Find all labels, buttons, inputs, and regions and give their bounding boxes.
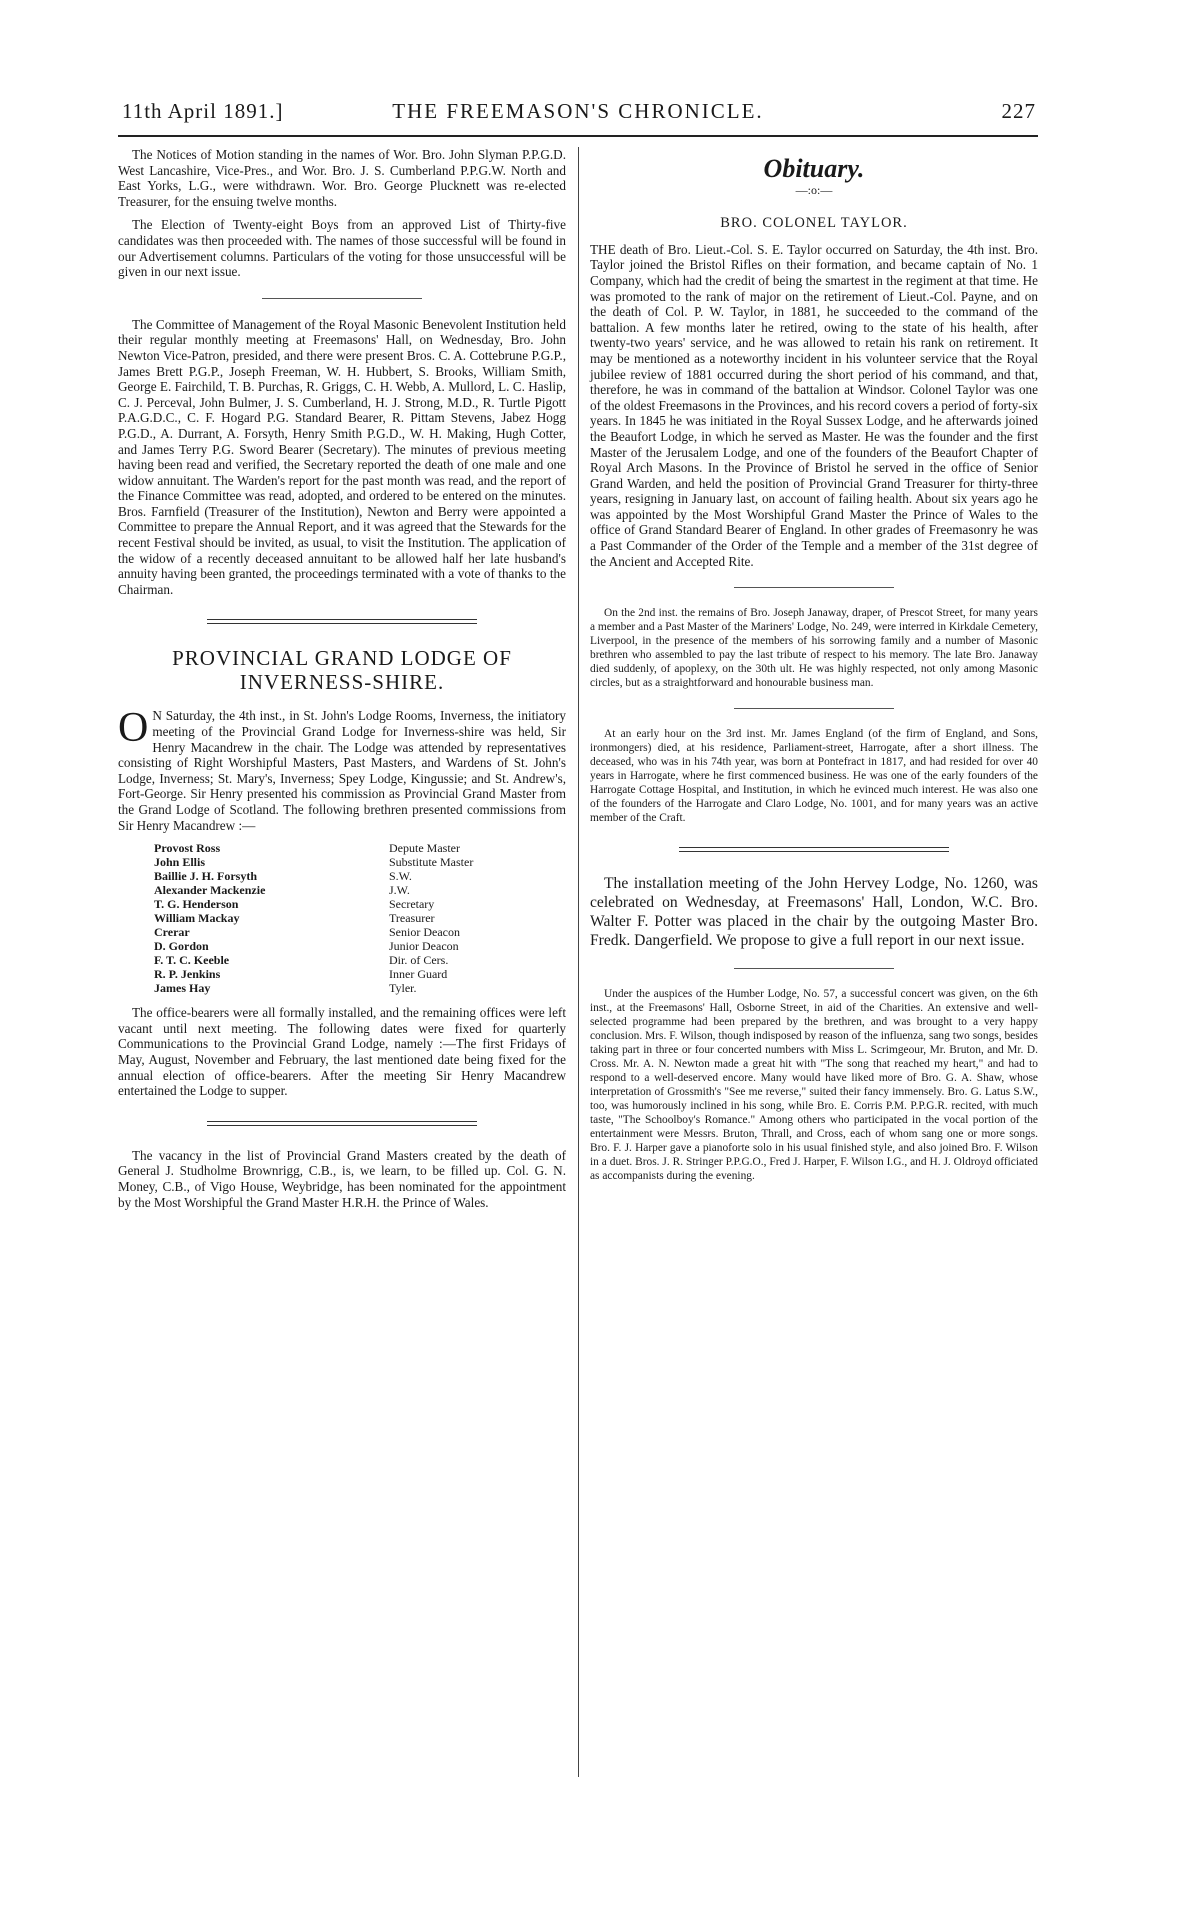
officer-name: Baillie J. H. Forsyth [154,869,257,884]
page-header [118,95,1038,137]
left-column [118,147,566,1218]
provincial-lodge-heading: PROVINCIAL GRAND LODGE OF INVERNESS-SHIRE. [172,646,512,695]
officer-name: D. Gordon [154,939,209,954]
obituary-subheading: BRO. COLONEL TAYLOR. [720,215,908,232]
england-obituary: At an early hour on the 3rd inst. Mr. James England (of the firm of England, and Sons, ironmongers) died, at his residence, Parliament-street, Harrogate, after a short illness. The deceased, who was in his 74th year, was born at Pontefract in 1817, and had resided for over 40 years in Harrogate, where he first commenced business. He was one of the early founders of the Harrogate Cottage Hospital, and Institution, in which he evinced much interest. He was also one of the founders of the Harrogate and Claro Lodge, No. 1001, and for many years was an active member of the Craft. [590,728,1038,825]
publication-title: THE FREEMASON'S CHRONICLE. [392,99,764,123]
committee-meeting-paragraph: The Committee of Management of the Royal Masonic Benevolent Institution held their regular monthly meeting at Freemasons' Hall, on Wednesday, Bro. John Newton Vice-Patron, presided, and there were present Bros. C. A. Cottebrune P.G.P., James Brett P.G.P., Joseph Freeman, W. H. Hubbert, S. Brooks, William Smith, George E. Fairchild, T. B. Purchas, R. Griggs, C. H. Webb, A. Mullord, L. C. Haslip, C. J. Perceval, John Bulmer, J. S. Cumberland, H. J. Strong, M.D., R. Turtle Pigott P.A.G.D.C., C. F. Hogard P.G. Standard Bearer, R. Pittam Stevens, Jabez Hogg P.G.D., A. Durrant, A. Forsyth, Henry Smith P.G.D., W. H. Making, Hugh Cotter, and James Terry P.G. Sword Bearer (Secretary). The minutes of previous meeting having been read and verified, the Secretary reported the death of one male and one widow annuitant. The Warden's report for the past month was read, and the report of the Finance Committee was read, adopted, and ordered to be entered on the minutes. Bros. Farnfield (Treasurer of the Institution), Newton and Berry were appointed a Committee to prepare the Annual Report, and it was agreed that the Stewards for the recent Festival should be invited, as usual, to visit the Institution. The application of the widow of a recently deceased annuitant to be allowed half her late husband's annuity having been granted, the proceedings terminated with a vote of thanks to the Chairman. [118,316,566,597]
inverness-meeting-text: N Saturday, the 4th inst., in St. John's Lodge Rooms, Inverness, the initiatory meeting of the Provincial Grand Lodge for Inverness-shire was held, Sir Henry Macandrew in the chair. The Lodge was attended by representatives consisting of Right Worshipful Masters, Past Masters, and Wardens of St. John's Lodge, Inverness; St. Mary's, Inverness; Spey Lodge, Kingussie; and St. Andrew's, Fort-George. Sir Henry presented his commission as Provincial Grand Master from the Grand Lodge of Scotland. The following brethren presented commissions from Sir Henry Macandrew :— [118,708,566,833]
inverness-meeting-paragraph [118,705,566,833]
officer-name: Crerar [154,925,190,940]
officer-name: F. T. C. Keeble [154,953,230,968]
drop-cap: O [118,705,149,752]
ornament: —:o:— [795,182,833,197]
officer-office: Inner Guard [389,967,448,982]
installation-meeting-paragraph: The installation meeting of the John Hervey Lodge, No. 1260, was celebrated on Wednesday, at Freemasons' Hall, London, W.C. Bro. Walter F. Potter was placed in the chair by the outgoing Master Bro. Fredk. Dangerfield. We propose to give a full report in our next issue. [590,875,1038,950]
officers-list [154,841,566,995]
officer-name: Provost Ross [154,841,221,856]
officer-name: Alexander Mackenzie [154,883,266,898]
officer-office: Dir. of Cers. [389,953,449,968]
officer-name: James Hay [154,981,211,996]
issue-date: 11th April 1891.] [122,99,284,123]
vacancy-paragraph: The vacancy in the list of Provincial Grand Masters created by the death of General J. Studholme Brownrigg, C.B., is, we learn, to be filled up. Col. G. N. Money, C.B., of Vigo House, Weybridge, has been nominated for the appointment by the Most Worshipful the Grand Master H.R.H. the Prince of Wales. [118,1147,566,1210]
double-rule-separator [207,1121,477,1126]
officer-name: William Mackay [154,911,240,926]
newspaper-page [118,95,1038,1895]
right-column [590,147,1038,1191]
officer-office: Secretary [389,897,435,912]
double-rule-separator [679,847,949,852]
officer-office: Substitute Master [389,855,474,870]
obituary-heading: Obituary. [763,154,865,183]
officer-office: J.W. [389,883,410,898]
officer-office: Treasurer [389,911,435,926]
notices-of-motion-paragraph: The Notices of Motion standing in the names of Wor. Bro. John Slyman P.P.G.D. West Lancashire, Vice-Pres., and Wor. Bro. J. S. Cumberland P.P.G.W. North and East Yorks, L.G., were withdrawn. Wor. Bro. George Plucknett was re-elected Treasurer, for the ensuing twelve months. [118,147,566,209]
officer-name: John Ellis [154,855,206,870]
officer-name: T. G. Henderson [154,897,239,912]
officer-office: S.W. [389,869,412,884]
section-separator [734,968,894,969]
office-bearers-paragraph: The office-bearers were all formally installed, and the remaining offices were left vacant until next meeting. The following dates were fixed for quarterly Communications to the Provincial Grand Lodge, namely :—The first Fridays of May, August, November and February, the last mentioned date being fixed for the annual election of office-bearers. After the meeting Sir Henry Macandrew entertained the Lodge to supper. [118,1005,566,1099]
officer-office: Tyler. [389,981,417,996]
officer-office: Depute Master [389,841,460,856]
section-separator [734,708,894,709]
officer-office: Senior Deacon [389,925,460,940]
officer-name: R. P. Jenkins [154,967,221,982]
officer-office: Junior Deacon [389,939,459,954]
colonel-taylor-obituary: THE death of Bro. Lieut.-Col. S. E. Taylor occurred on Saturday, the 4th inst. Bro. Taylor joined the Bristol Rifles on their formation, and became captain of No. 1 Company, which had the credit of being the smartest in the regiment at that time. He was promoted to the rank of major on the retirement of Lieut.-Col. Payne, and on the death of Col. P. W. Taylor, in 1881, he succeeded to the command of the battalion. A few months later he retired, owing to the state of his health, after twenty-two years' service, and he was allowed to retain his rank on retirement. It may be mentioned as a noteworthy incident in his volunteer service that the Royal jubilee review of 1881 occurred during the short period of his command, and that, therefore, he was in command of the battalion at Windsor. Colonel Taylor was one of the oldest Freemasons in the Provinces, and his record covers a period of forty-six years. In 1845 he was initiated in the Royal Sussex Lodge, and he afterwards joined the Beaufort Lodge, in which he served as Master. He was the founder and the first Master of the Jerusalem Lodge, and one of the founders of the Beaufort Chapter of Royal Arch Masons. In the Province of Bristol he served in the office of Senior Grand Warden, and held the position of Provincial Grand Treasurer for thirty-three years, resigning in January last, on account of failing health. About six years ago he was appointed by the Most Worshipful Grand Master the Prince of Wales to the office of Grand Standard Bearer of England. In other grades of Freemasonry he was a Past Commander of the Order of the Temple and a member of the 31st degree of the Ancient and Accepted Rite. [590,241,1038,569]
double-rule-separator [207,619,477,624]
page-number: 227 [1001,99,1036,123]
janaway-obituary: On the 2nd inst. the remains of Bro. Joseph Janaway, draper, of Prescot Street, for many years a member and a Past Master of the Mariners' Lodge, No. 249, were interred in Kirkdale Cemetery, Liverpool, in the presence of the members of his sorrowing family and a number of Masonic brethren who assembled to pay the last tribute of respect to his memory. The late Bro. Janaway died suddenly, of apoplexy, on the 30th ult. He was highly respected, not only among Masonic circles, but as a straightforward and honourable business man. [590,607,1038,690]
humber-lodge-concert-paragraph: Under the auspices of the Humber Lodge, No. 57, a successful concert was given, on the 6th inst., at the Freemasons' Hall, Osborne Street, in aid of the Charities. An extensive and well-selected programme had been prepared by the brethren, and was brought to a very happy conclusion. Mrs. F. Wilson, though indisposed by reason of the influenza, sang two songs, besides taking part in three or four concerted numbers with Miss L. Scrimgeour, Mr. Bruton, and Mr. D. Cross. Mr. A. N. Newton made a great hit with "The song that reached my heart," and had to respond to a well-deserved encore. Many would have liked more of Bro. G. A. Shaw, whose interpretation of Grossmith's "See me reverse," suited their fancy immensely. Bro. G. Latus S.W., too, was humorously inclined in his song, while Bro. E. Corris P.M. P.P.G.R. recited, with much taste, "The Schoolboy's Romance." Among others who participated in the vocal portion of the entertainment were Messrs. Bruton, Thrall, and Cross, each of whom sang one or more songs. Bro. F. J. Harper gave a pianoforte solo in his usual finished style, and also joined Bro. F. Wilson in a duet. Bros. J. R. Stringer P.P.G.O., Fred J. Harper, F. Wilson I.G., and H. J. Oldroyd officiated as accompanists during the evening. [590,988,1038,1183]
election-paragraph: The Election of Twenty-eight Boys from an approved List of Thirty-five candidates was then proceeded with. The names of those successful will be found in our Advertisement columns. Particulars of the voting for those unsuccessful will be given in our next issue. [118,217,566,280]
section-separator [262,298,422,299]
section-separator [734,587,894,588]
